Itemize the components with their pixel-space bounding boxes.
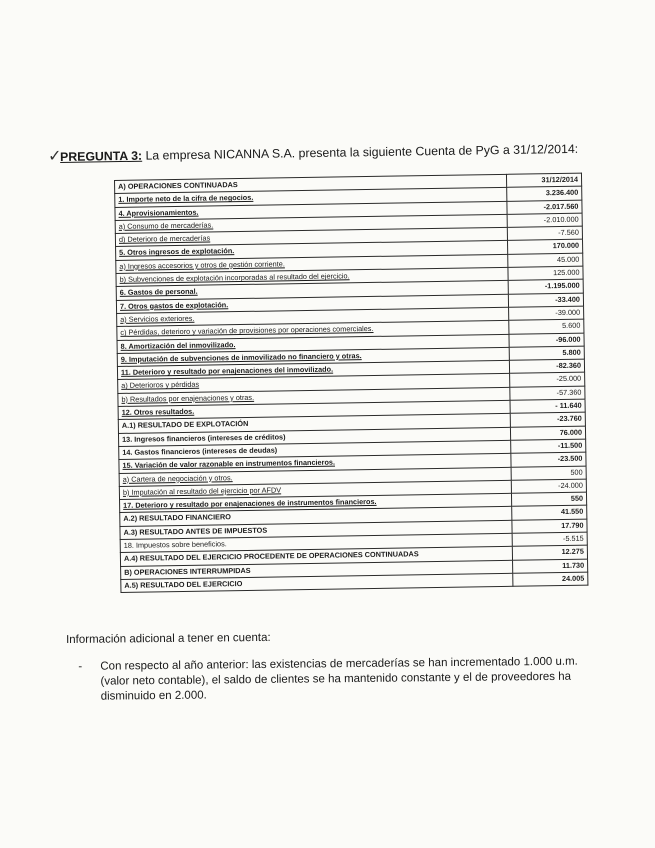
table-row: 17. Deterioro y resultado por enajenaciones de instrumentos financieros. 550 [120, 492, 587, 513]
table-row: 11. Deterioro y resultado por enajenaciones del inmovilizado. -82.360 [117, 359, 584, 380]
table-row: A.3) RESULTADO ANTES DE IMPUESTOS 17.790 [120, 519, 587, 540]
header-date: 31/12/2014 [507, 173, 582, 187]
table-row: 18. Impuestos sobre beneficios. -5.515 [120, 532, 587, 553]
table-row: 12. Otros resultados. - 11.640 [118, 399, 585, 420]
table-row: A.1) RESULTADO DE EXPLOTACIÓN -23.760 [118, 412, 585, 433]
table-row: 1. Importe neto de la cifra de negocios. 3.236.400 [115, 186, 582, 207]
table-row: 5. Otros ingresos de explotación. 170.000 [116, 240, 583, 261]
bullet-text: Con respecto al año anterior: las existencias de mercaderías se han incrementado 1.000 u.m. (valor neto contable), el saldo de clientes se ha mantenido constante y el de proveedores ha disminuido en 2.000. [100, 655, 578, 703]
table-row: 15. Variación de valor razonable en instrumentos financieros. -23.500 [119, 452, 586, 473]
table-row: 9. Imputación de subvenciones de inmovilizado no financiero y otras. 5.800 [117, 346, 584, 367]
income-statement-table [114, 173, 588, 594]
additional-info-title: Información adicional a tener en cuenta: [66, 631, 271, 646]
list-item [66, 654, 606, 705]
table-row: d) Deterioro de mercaderías -7.560 [115, 226, 582, 247]
table-row: 13. Ingresos financieros (intereses de créditos) 76.000 [118, 426, 585, 447]
table-row: A.2) RESULTADO FINANCIERO 41.550 [120, 506, 587, 527]
additional-info [66, 628, 607, 705]
question-heading [47, 141, 620, 166]
table-row: 4. Aprovisionamientos. -2.017.560 [115, 200, 582, 221]
table-row: a) Ingresos accesorios y otros de gestión corriente. 45.000 [116, 253, 583, 274]
table-row: 6. Gastos de personal. -1.195.000 [116, 280, 583, 301]
header-concept: A) OPERACIONES CONTINUADAS [115, 174, 507, 193]
table-row: 14. Gastos financieros (intereses de deudas) -11.500 [119, 439, 586, 460]
question-text: La empresa NICANNA S.A. presenta la siguiente Cuenta de PyG a 31/12/2014: [141, 141, 579, 163]
table-row: A.4) RESULTADO DEL EJERCICIO PROCEDENTE DE OPERACIONES CONTINUADAS 12.275 [120, 545, 587, 566]
table-row: a) Deterioros y pérdidas -25.000 [118, 373, 585, 394]
table-row: b) Resultados por enajenaciones y otras. -57.360 [118, 386, 585, 407]
table-row: b) Subvenciones de explotación incorporadas al resultado del ejercicio. 125.000 [116, 266, 583, 287]
handwritten-check-mark: ✓ [47, 147, 62, 166]
table-row: b) Imputación al resultado del ejercicio por AFDV -24.000 [119, 479, 586, 500]
table-row: 8. Amortización del inmovilizado. -96.000 [117, 333, 584, 354]
table-row: B) OPERACIONES INTERRUMPIDAS 11.730 [121, 559, 588, 580]
bullet-dash: - [78, 660, 83, 673]
table-row: a) Servicios exteriores. -39.000 [117, 306, 584, 327]
table-row: a) Consumo de mercaderías. -2.010.000 [115, 213, 582, 234]
question-label: PREGUNTA 3: [60, 148, 143, 164]
table-row: c) Pérdidas, deterioro y variación de provisiones por operaciones comerciales. 5.600 [117, 319, 584, 340]
table-row: a) Cartera de negociación y otros. 500 [119, 466, 586, 487]
table-row: 7. Otros gastos de explotación. -33.400 [116, 293, 583, 314]
table-row: A.5) RESULTADO DEL EJERCICIO 24.005 [121, 572, 588, 593]
